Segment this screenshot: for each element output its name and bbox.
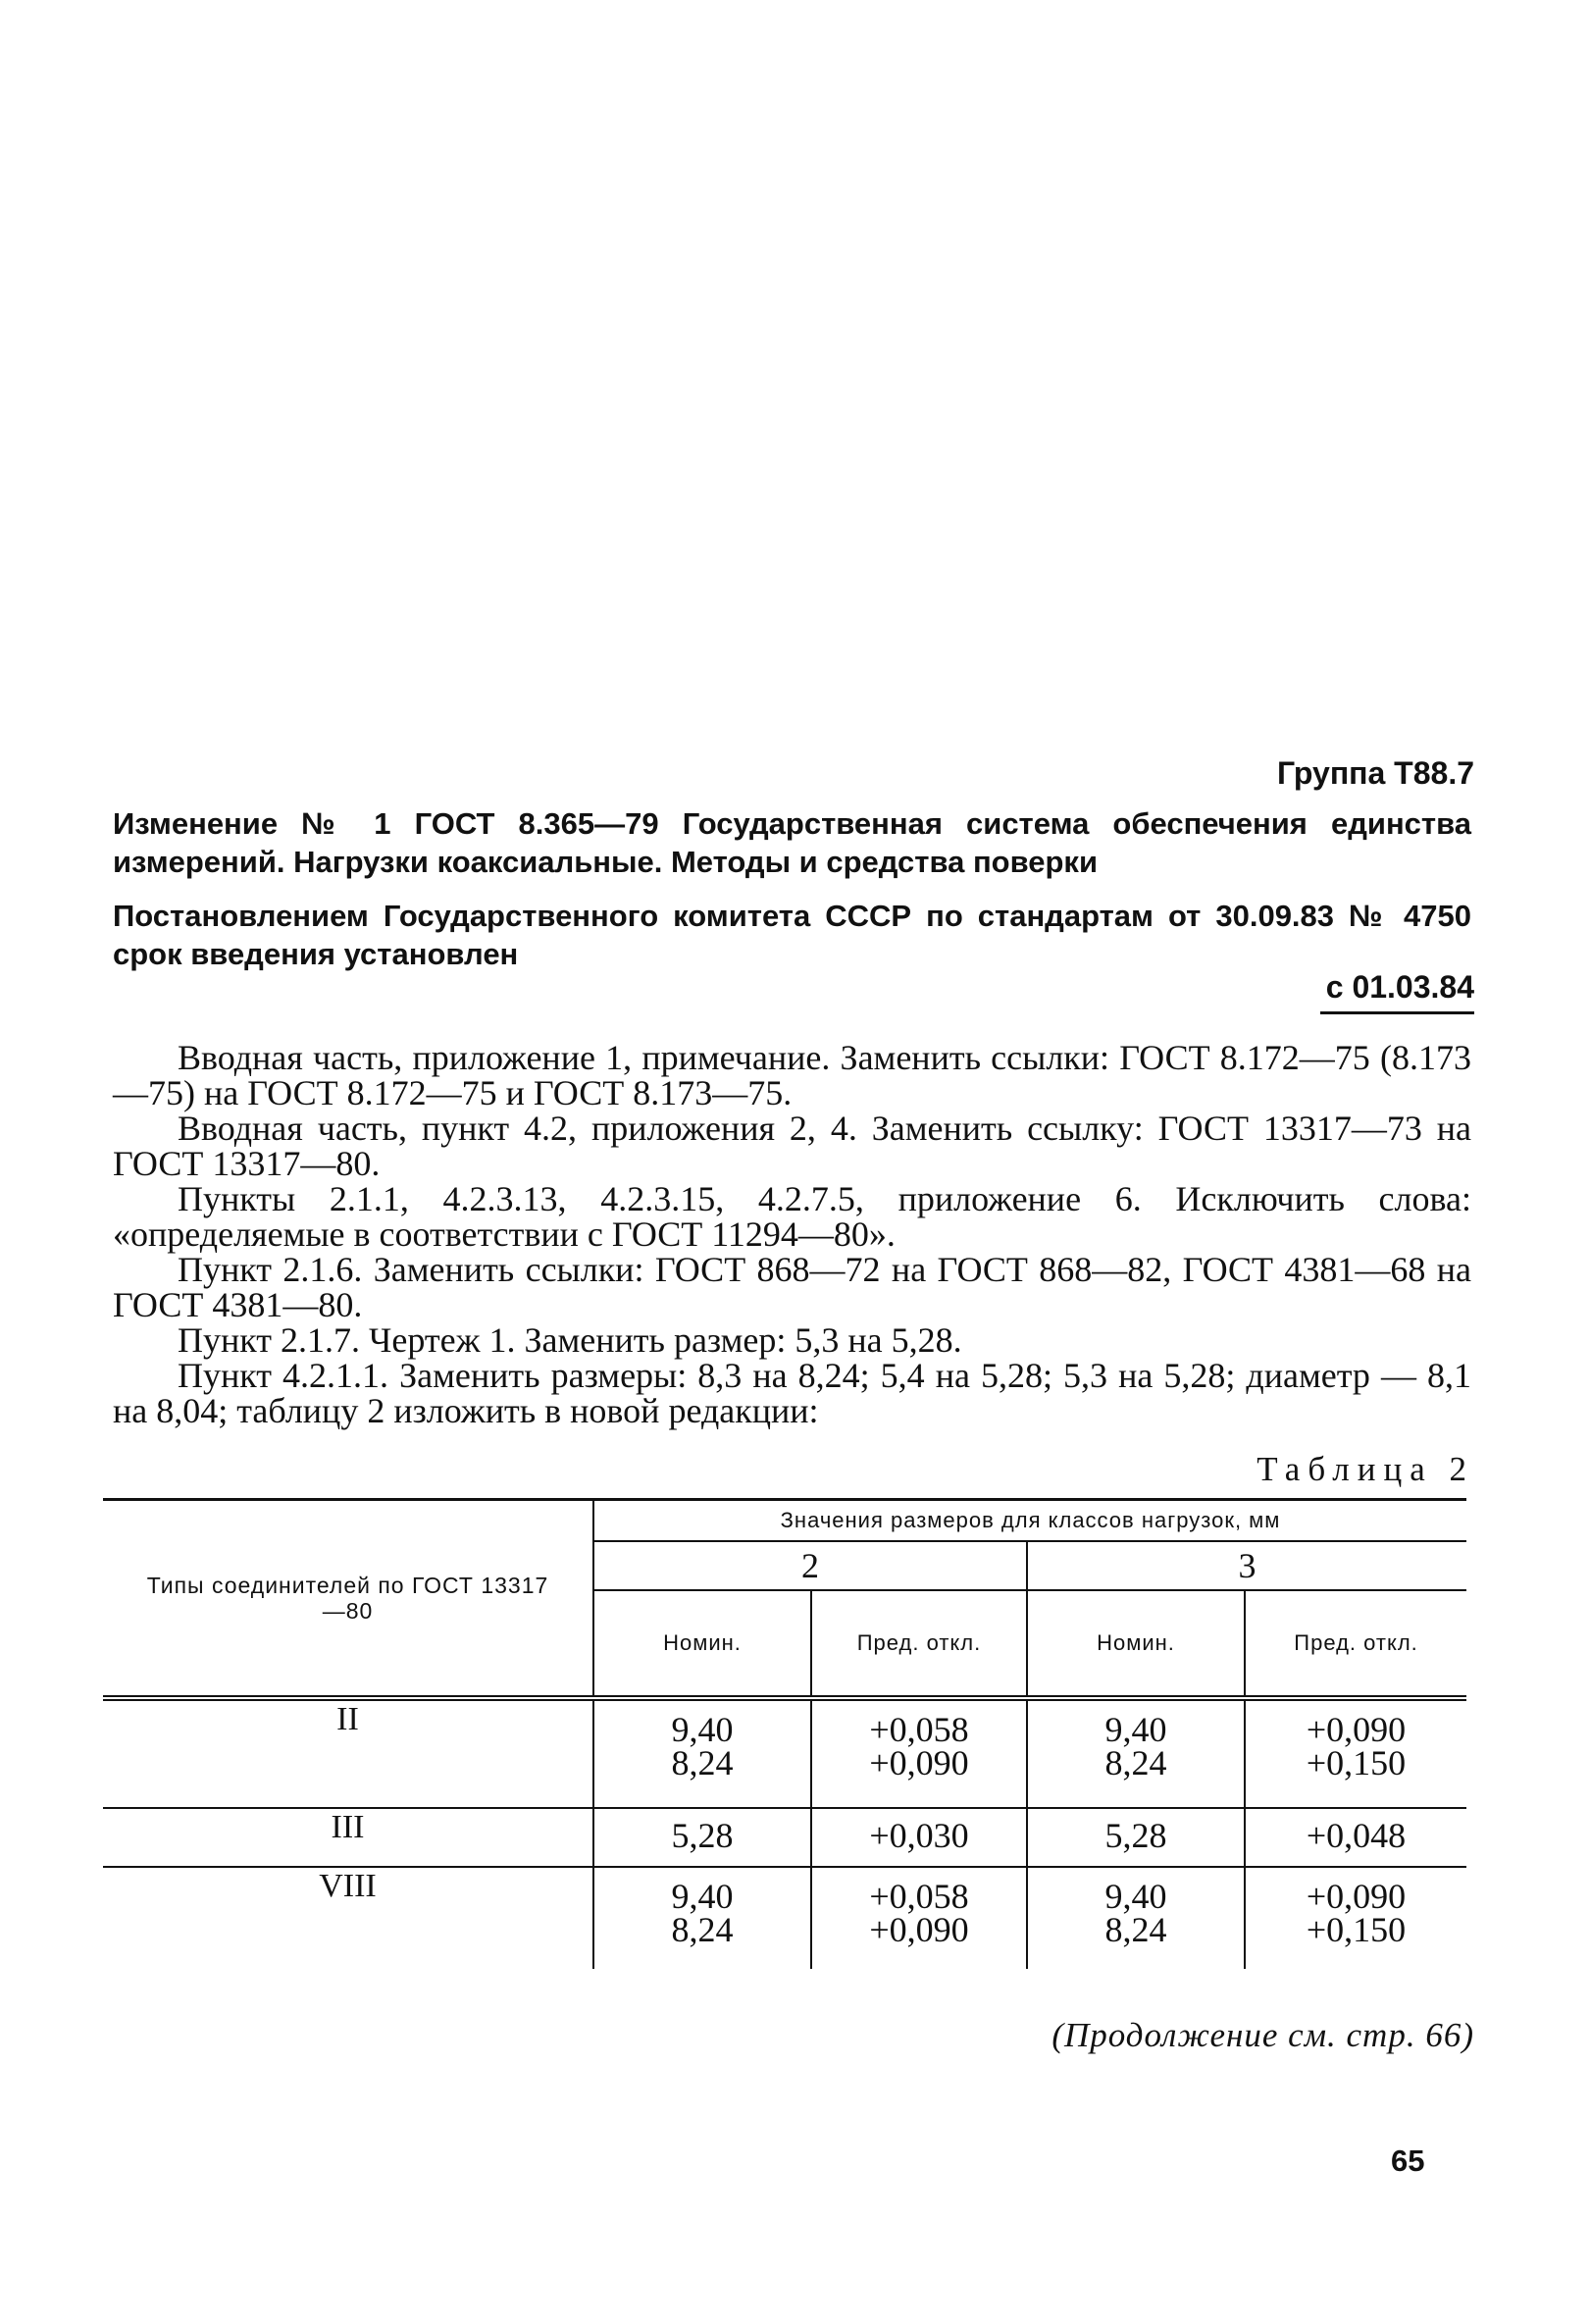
class2-nominal: 9,40 8,24 xyxy=(593,1867,811,1969)
class3-nominal: 9,40 8,24 xyxy=(1027,1867,1245,1969)
group-code: Группа Т88.7 xyxy=(1276,755,1474,791)
paragraph: Вводная часть, пункт 4.2, приложения 2, 4. Заменить ссылку: ГОСТ 13317—73 на ГОСТ 13317—80. xyxy=(113,1109,1471,1183)
class3-deviation: +0,048 xyxy=(1245,1808,1466,1867)
effective-date: с 01.03.84 xyxy=(1320,969,1474,1014)
class3-nominal: 5,28 xyxy=(1027,1808,1245,1867)
paragraph: Пункт 2.1.7. Чертеж 1. Заменить размер: 5,3 на 5,28. xyxy=(178,1320,962,1360)
paragraph: Пункт 4.2.1.1. Заменить размеры: 8,3 на 8,24; 5,4 на 5,28; 5,3 на 5,28; диаметр — 8,1 на 8,04; таблицу 2 изложить в новой редакции: xyxy=(113,1356,1471,1430)
decree-text: Постановлением Государственного комитета СССР по стандартам от 30.09.83 № 4750 срок введения установлен xyxy=(113,899,1471,971)
column-header-connector-type: Типы соединителей по ГОСТ 13317—80 xyxy=(103,1500,593,1698)
paragraph: Пункт 2.1.6. Заменить ссылки: ГОСТ 868—72 на ГОСТ 868—82, ГОСТ 4381—68 на ГОСТ 4381—80. xyxy=(113,1250,1471,1324)
connector-type: VIII xyxy=(103,1867,593,1969)
group-header: Значения размеров для классов нагрузок, мм xyxy=(593,1500,1466,1541)
table-row xyxy=(103,1867,1466,1969)
class2-deviation: +0,058 +0,090 xyxy=(811,1867,1027,1969)
class2-deviation: +0,058 +0,090 xyxy=(811,1698,1027,1808)
class-header-2: 2 xyxy=(593,1541,1027,1590)
table-row xyxy=(103,1698,1466,1808)
class-header-3: 3 xyxy=(1027,1541,1466,1590)
table-row xyxy=(103,1808,1466,1867)
paragraph: Вводная часть, приложение 1, примечание. Заменить ссылки: ГОСТ 8.172—75 (8.173—75) на ГОСТ 8.172—75 и ГОСТ 8.173—75. xyxy=(113,1038,1471,1112)
connector-type: III xyxy=(103,1808,593,1867)
amendment-title: Изменение № 1 ГОСТ 8.365—79 Государственная система обеспечения единства измерений. Нагрузки коаксиальные. Методы и средства поверки xyxy=(113,806,1471,879)
class3-deviation: +0,090 +0,150 xyxy=(1245,1867,1466,1969)
class2-deviation: +0,030 xyxy=(811,1808,1027,1867)
class2-nominal: 5,28 xyxy=(593,1808,811,1867)
table-caption: Таблица 2 xyxy=(1257,1450,1474,1488)
page-number: 65 xyxy=(1391,2143,1425,2178)
sub-header-nominal: Номин. xyxy=(1027,1590,1245,1698)
class2-nominal: 9,40 8,24 xyxy=(593,1698,811,1808)
class3-nominal: 9,40 8,24 xyxy=(1027,1698,1245,1808)
amendment-body xyxy=(113,1040,1471,1428)
continuation-note: (Продолжение см. стр. 66) xyxy=(1051,2016,1474,2054)
sub-header-deviation: Пред. откл. xyxy=(811,1590,1027,1698)
dimensions-table xyxy=(103,1498,1466,1969)
sub-header-nominal: Номин. xyxy=(593,1590,811,1698)
connector-type: II xyxy=(103,1698,593,1808)
paragraph: Пункты 2.1.1, 4.2.3.13, 4.2.3.15, 4.2.7.5, приложение 6. Исключить слова: «определяемые в соответствии с ГОСТ 11294—80». xyxy=(113,1179,1471,1254)
class3-deviation: +0,090 +0,150 xyxy=(1245,1698,1466,1808)
sub-header-deviation: Пред. откл. xyxy=(1245,1590,1466,1698)
